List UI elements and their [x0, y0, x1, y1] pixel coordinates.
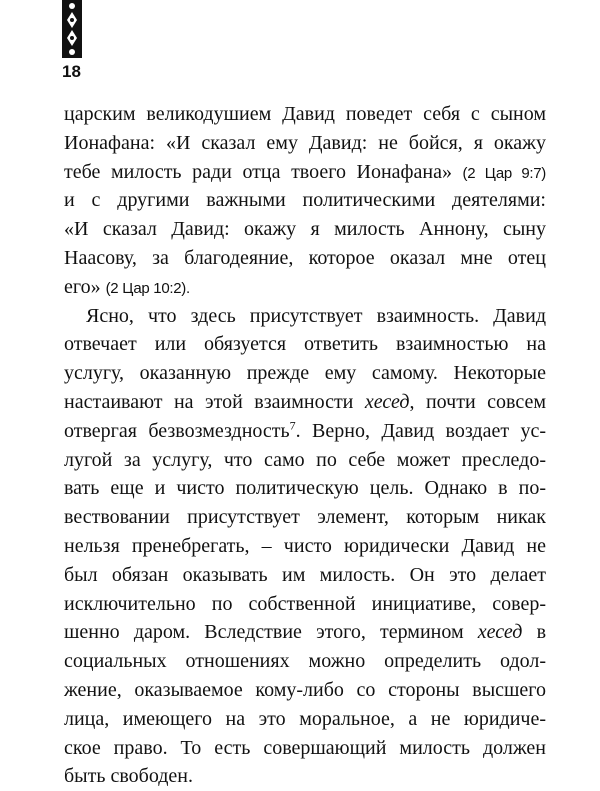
text-line — [64, 388, 546, 417]
scripture-reference: (2 Цар 9:7) — [462, 164, 546, 182]
italic-term: хесед — [477, 621, 523, 644]
text-span: настаивают на этой взаимности — [64, 390, 354, 413]
text-line — [64, 158, 546, 187]
text-line: Наасову, за благодеяние, которое оказал мне отец — [64, 246, 546, 269]
text-span: в — [536, 621, 547, 644]
scripture-reference: (2 Цар 10:2). — [105, 279, 190, 297]
body-text — [64, 100, 546, 791]
text-line: лугой за услугу, что само по себе может преследо- — [64, 448, 546, 471]
text-span: его» — [64, 275, 101, 298]
footnote-marker: 7 — [289, 418, 296, 433]
text-line: жение, оказываемое кому-либо со стороны высшего — [64, 678, 546, 701]
text-line: услугу, оказанную прежде ему самому. Некоторые — [64, 362, 546, 385]
text-line: вать еще и чисто политическую цель. Однако в по- — [64, 477, 546, 500]
text-line: быть свободен. — [64, 765, 194, 788]
text-line: вествовании присутствует элемент, которым никак — [64, 506, 546, 529]
text-span: тебе милость ради отца твоего Ионафана» — [64, 160, 452, 183]
text-line: ское право. То есть совершающий милость должен — [64, 736, 546, 759]
text-line — [64, 273, 546, 302]
text-line: Ясно, что здесь присутствует взаимность. Давид — [86, 304, 546, 327]
paragraph-1 — [64, 100, 546, 302]
text-line: и с другими важными политическими деятелями: — [64, 189, 546, 212]
text-line: нельзя пренебрегать, – чисто юридически Давид не — [64, 534, 546, 557]
text-line — [64, 618, 546, 647]
italic-term: хесед — [364, 390, 410, 413]
paragraph-2 — [64, 302, 546, 791]
text-line: Ионафана: «И сказал ему Давид: не бойся, я окажу — [64, 131, 546, 154]
text-span: , почти совсем — [409, 390, 546, 413]
text-line: царским великодушием Давид поведет себя с сыном — [64, 103, 546, 125]
text-line — [64, 417, 546, 446]
text-line: социальных отношениях можно определить одол- — [64, 650, 546, 673]
text-span: отвергая безвозмездность — [64, 419, 290, 442]
ornament-icon — [62, 0, 82, 58]
text-span: . Верно, Давид воздает ус- — [295, 419, 546, 442]
text-span: шенно даром. Вследствие этого, термином — [64, 621, 464, 644]
text-line: отвечает или обязуется ответить взаимностью на — [64, 333, 546, 356]
text-line: был обязан оказывать им милость. Он это делает — [64, 563, 546, 586]
text-line: лица, имеющего на это моральное, а не юридиче- — [64, 707, 546, 730]
text-line: «И сказал Давид: окажу я милость Аннону, сыну — [64, 218, 546, 241]
text-line: исключительно по собственной инициативе, совер- — [64, 592, 546, 615]
page-number: 18 — [62, 62, 81, 81]
